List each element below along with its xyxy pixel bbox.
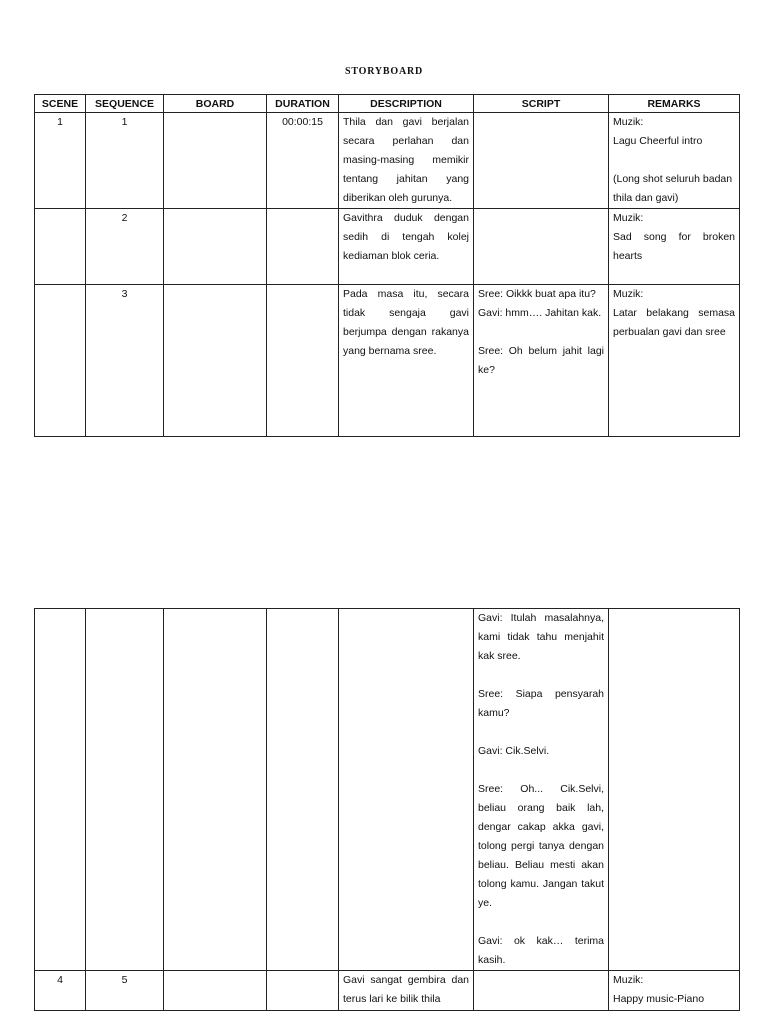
header-script: SCRIPT	[474, 95, 609, 113]
script-text: Sree: Oikkk buat apa itu? Gavi: hmm…. Jahitan kak.	[478, 288, 602, 319]
table-row	[35, 285, 740, 437]
script-text: Gavi: ok kak… terima kasih.	[478, 935, 604, 966]
remarks-cell	[609, 113, 740, 209]
script-cell	[474, 209, 609, 285]
sequence-cell: 2	[86, 209, 164, 285]
board-cell	[164, 209, 267, 285]
script-text: Gavi: Itulah masalahnya, kami tidak tahu menjahit kak sree.	[478, 612, 604, 662]
board-cell	[164, 285, 267, 437]
duration-cell	[267, 285, 339, 437]
description-cell: Gavi sangat gembira dan terus lari ke bilik thila	[339, 971, 474, 1011]
description-cell	[339, 609, 474, 971]
scene-cell: 4	[35, 971, 86, 1011]
description-cell: Pada masa itu, secara tidak sengaja gavi berjumpa dengan rakanya yang bernama sree.	[339, 285, 474, 437]
sequence-cell: 5	[86, 971, 164, 1011]
board-cell	[164, 113, 267, 209]
script-cell	[474, 971, 609, 1011]
header-description: DESCRIPTION	[339, 95, 474, 113]
scene-cell	[35, 609, 86, 971]
header-scene: SCENE	[35, 95, 86, 113]
script-text: Sree: Oh... Cik.Selvi, beliau orang baik lah, dengar cakap akka gavi, tolong pergi tanya dengan beliau. Beliau mesti akan tolong kamu. Jangan takut ye.	[478, 783, 604, 909]
remarks-text: Muzik: Sad song for broken hearts	[613, 212, 735, 262]
board-cell	[164, 971, 267, 1011]
duration-cell	[267, 971, 339, 1011]
table-row	[35, 971, 740, 1011]
board-cell	[164, 609, 267, 971]
sequence-cell: 3	[86, 285, 164, 437]
scene-cell	[35, 209, 86, 285]
document-title: STORYBOARD	[344, 66, 424, 77]
description-cell: Gavithra duduk dengan sedih di tengah kolej kediaman blok ceria.	[339, 209, 474, 285]
remarks-text: Muzik: Lagu Cheerful intro	[613, 116, 703, 147]
remarks-cell	[609, 285, 740, 437]
duration-cell	[267, 609, 339, 971]
remarks-cell	[609, 609, 740, 971]
duration-cell: 00:00:15	[267, 113, 339, 209]
scene-cell	[35, 285, 86, 437]
remarks-text: (Long shot seluruh badan thila dan gavi)	[613, 173, 733, 204]
table-row	[35, 609, 740, 971]
remarks-cell	[609, 971, 740, 1011]
header-remarks: REMARKS	[609, 95, 740, 113]
storyboard-table-1	[34, 94, 740, 437]
sequence-cell: 1	[86, 113, 164, 209]
scene-cell: 1	[35, 113, 86, 209]
script-cell	[474, 285, 609, 437]
header-sequence: SEQUENCE	[86, 95, 164, 113]
remarks-text: Muzik: Latar belakang semasa perbualan gavi dan sree	[613, 288, 735, 338]
description-cell: Thila dan gavi berjalan secara perlahan dan masing-masing memikir tentang jahitan yang diberikan oleh gurunya.	[339, 113, 474, 209]
storyboard-table-2	[34, 608, 740, 1011]
table-row	[35, 113, 740, 209]
remarks-cell	[609, 209, 740, 285]
script-text: Sree: Siapa pensyarah kamu?	[478, 688, 604, 719]
table-row	[35, 209, 740, 285]
header-board: BOARD	[164, 95, 267, 113]
script-text: Sree: Oh belum jahit lagi ke?	[478, 345, 604, 376]
header-row	[35, 95, 740, 113]
script-cell	[474, 113, 609, 209]
script-text: Gavi: Cik.Selvi.	[478, 745, 550, 757]
script-cell	[474, 609, 609, 971]
remarks-text: Muzik: Happy music-Piano	[613, 974, 705, 1005]
duration-cell	[267, 209, 339, 285]
header-duration: DURATION	[267, 95, 339, 113]
sequence-cell	[86, 609, 164, 971]
